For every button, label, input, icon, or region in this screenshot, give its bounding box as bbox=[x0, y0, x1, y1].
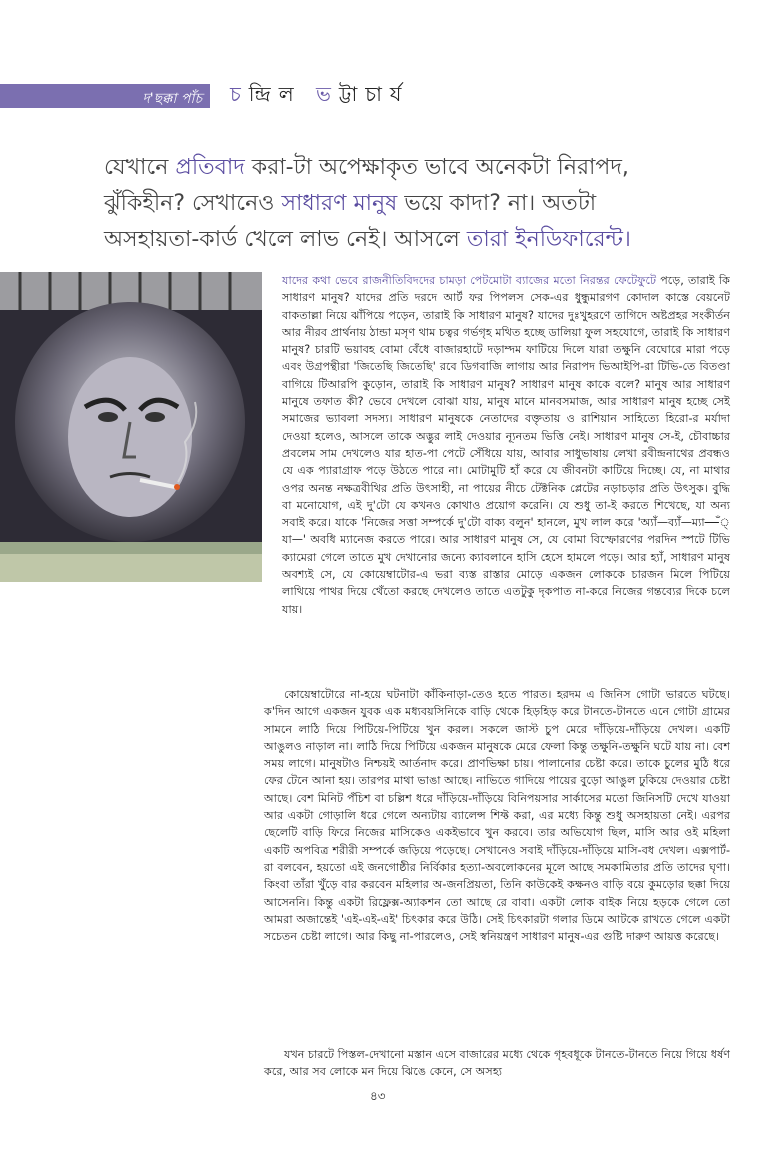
author-name bbox=[230, 80, 409, 113]
author-lastname-rest: ট্টাচার্য bbox=[338, 82, 410, 106]
article-lead: যাদের কথা ভেবে রাজনীতিবিদদের চামড়া পেটমোটা ব্যাজের মতো নিরন্তর ফেটেফুটে bbox=[282, 274, 657, 287]
graffiti-photo bbox=[0, 272, 262, 582]
page-number: ৪৩ bbox=[370, 1089, 386, 1103]
pq-highlight-2: সাধারণ মানুষ bbox=[281, 191, 398, 216]
pull-quote bbox=[104, 150, 684, 258]
pq-text-1: যেখানে bbox=[104, 155, 176, 180]
paragraph-2: কোয়েম্বাটোরে না-হয়ে ঘটনাটা কাঁকিনাড়া-তেও হতে পারত। হরদম এ জিনিস গোটা ভারতে ঘটছে। ক'দিন আগে একজন যুবক এক মধ্যবয়সিনিকে বাড়ি থেকে হিড়হিড় করে টানতে-টানতে এনে গোটা গ্রামের সামনে লাঠি দিয়ে পিটিয়ে-পিটিয়ে খুন করল। সকলে জাস্ট চুপ মেরে দাঁড়িয়ে-দাঁড়িয়ে দেখল। একটি আঙুলও নাড়াল না। লাঠি দিয়ে পিটিয়ে একজন মানুষকে মেরে ফেলা কিন্তু তক্ষুনি-তক্ষুনি ঘটে যায় না। বেশ সময় লাগে। মানুষটাও নিশ্চয়ই আর্তনাদ করে। প্রাণভিক্ষা চায়। পালানোর চেষ্টা করে। তাকে চুলের মুঠি ধরে ফের টেনে আনা হয়। তারপর মাথা ভাঙা আছে। নাভিতে গাদিয়ে পায়ের বুড়ো আঙুল ঢুকিয়ে দেওয়ার চেষ্টা আছে। বেশ মিনিট পঁচিশ বা চল্লিশ ধরে দাঁড়িয়ে-দাঁড়িয়ে বিনিপয়সার সার্কাসের মতো জিনিসটি দেখে যাওয়া আর একটা গোড়ালি ধরে গেলে অন্যটায় ব্যালেন্স শিফ্ট করা, এর মধ্যে কিন্তু শুধু অসহায়তা নেই। এরপর ছেলেটি বাড়ি ফিরে নিজের মাসিকেও একইভাবে খুন করবে। তার অভিযোগ ছিল, মাসি আর ওই মহিলা একটি অপবিত্র শরীরী সম্পর্কে জড়িয়ে পড়েছে। সেখানেও সবাই দাঁড়িয়ে-দাঁড়িয়ে মাসি-বধ দেখল। এক্সপার্ট-রা বলবেন, হয়তো এই জনগোষ্ঠীর নির্বিকার হত্যা-অবলোকনের মূলে আছে সমকামিতার প্রতি তাদের ঘৃণা। কিংবা তাঁরা খুঁড়ে বার করবেন মহিলার অ-জনপ্রিয়তা, তিনি কাউকেই কক্ষনও বাড়ি বয়ে কুমড়োর ছক্কা দিয়ে আসেননি। কিন্তু একটা রিফ্লেক্স-অ্যাকশন তো আছে রে বাবা। একটা লোক বাইক নিয়ে হড়কে গেলে তো আমরা অজান্তেই 'এই-এই-এই' চিৎকার করে উঠি। সেই চিৎকারটা গলার ডিমে আটকে রাখতে গেলে একটা সচেতন চেষ্টা লাগে। আর কিছু না-পারলেও, সেই স্বনিয়ন্ত্রণ সাধারণ মানুষ-এর গুষ্টি দারুণ আয়ত্ত করেছে। bbox=[264, 688, 730, 944]
paragraph-1: পড়ে, তারাই কি সাধারণ মানুষ? যাদের প্রতি দরদে আর্ট ফর পিপলস সেক-এর ধুন্ধুমারগণ কোদাল কাস্তে বেয়নেট বাকতাল্লা নিয়ে ঝাঁপিয়ে পড়েন, তারাই কি সাধারণ মানুষ? যাদের দুঃখুহরণে তাগিদে অষ্টপ্রহর সংকীর্তন আর নীরব প্রার্থনায় ঠান্ডা মসৃণ থাম চত্বর গর্ভগৃহ মথিত হচ্ছে ডালিয়া ফুল সহযোগে, তারাই কি সাধারণ মানুষ? চারটি ভয়াবহ বোমা বেঁধে বাজারহাটে দড়াম্দম ফাটিয়ে দিলে যারা তক্ষুনি বেঘোরে মারা পড়ে এবং উগ্রপন্থীরা 'জিতেছি জিতেছি' রবে ডিগবাজি লাগায় আর নিরাপদ ভিআইপি-রা টিভি-তে বিতণ্ডা বাগিয়ে টিআরপি কুড়োন, তারাই কি সাধারণ মানুষ? সাধারণ মানুষ কাকে বলে? মানুষ আর সাধারণ মানুষে তফাত কী? ভেবে দেখলে বোঝা যায়, মানুষ মানে মানবসমাজ, আর সাধারণ মানুষ হচ্ছে সেই সমাজের ভ্যাবলা সদস্য। সাধারণ মানুষকে নেতাদের বক্তৃতায় ও রাশিয়ান সাহিত্যে হিরো-র মর্যাদা দেওয়া হলেও, আসলে তাকে অদ্ভুর লাই দেওয়ার ন্যূনতম ভিত্তি নেই। সাধারণ মানুষ সে-ই, চৌবাচ্চার প্রবলেম সাম দেখলেও যার হাত-পা পেটে সেঁধিয়ে যায়, আবার সাধুভাষায় লেখা রবীন্দ্রনাথের প্রবন্ধও যে এক প্যারাগ্রাফ পড়ে উঠতে পারে না। মোটামুটি হাঁ করে যে জীবনটা কাটিয়ে দিচ্ছে। যে, না মাথার ওপর অনন্ত নক্ষত্রবীথির প্রতি উৎসাহী, না পায়ের নীচে টেক্টনিক প্লেটের নড়াচড়ার প্রতি উৎসুক। বুদ্ধি বা মনোযোগ, এই দু'টো যে কখনও কোথাও প্রয়োগ করেনি। যে শুধু তা-ই করতে শিখেছে, যা অন্য সবাই করে। যাকে 'নিজের সত্তা সম্পর্কে দু'টো বাক্য বলুন' হানলে, মুখ লাল করে 'অ্যাঁ—ব্যাঁ—ম্যা—ঁ্যা—' অবধি ম্যানেজ করতে পারে। আর সাধারণ মানুষ সে, যে বোমা বিস্ফোরণের পরদিন স্পটে টিভি ক্যামেরা গেলে তাতে মুখ দেখানোর জন্যে ক্যাবলানে হাসি হেসে হামলে পড়ে। আর হ্যাঁ, সাধারণ মানুষ অবশ্যই সে, যে কোয়েম্বাটোর-এ ভরা ব্যস্ত রাস্তার মোড়ে একজন লোককে চারজন মিলে পিটিয়ে লাথিয়ে পাথর দিয়ে থেঁতো করছে দেখলেও তাতে এতটুকু দৃকপাত না-করে নিজের গন্তব্যের দিকে চলে যায়। bbox=[282, 274, 731, 616]
pq-highlight-1: প্রতিবাদ bbox=[175, 155, 245, 180]
section-label: দ'ছক্কা পাঁচ bbox=[142, 91, 202, 107]
graffiti-illustration bbox=[0, 272, 262, 582]
author-initial-1: চ bbox=[230, 82, 249, 106]
pq-highlight-3: তারা ইনডিফারেন্ট। bbox=[466, 227, 631, 252]
paragraph-3: যখন চারটে পিস্তল-দেখানো মস্তান এসে বাজারের মধ্যে থেকে গৃহবধূকে টানতে-টানতে নিয়ে গিয়ে ধর্ষণ করে, আর সব লোকে মন দিয়ে ঝিঙে কেনে, সে অসহ্য bbox=[264, 1048, 730, 1079]
article-column bbox=[282, 272, 730, 618]
author-firstname-rest: ন্দ্রিল bbox=[248, 82, 302, 106]
section-banner bbox=[0, 84, 210, 108]
pq-text-3: ভয়ে কাদা? না। অতটা অসহায়তা-কার্ড খেলে লাভ নেই। আসলে bbox=[104, 191, 597, 252]
pq-text-2: করা-টা অপেক্ষাকৃত ভাবে অনেকটা নিরাপদ, ঝুঁকিহীন? সেখানেও bbox=[104, 155, 629, 216]
author-initial-2: ভ bbox=[315, 82, 339, 106]
